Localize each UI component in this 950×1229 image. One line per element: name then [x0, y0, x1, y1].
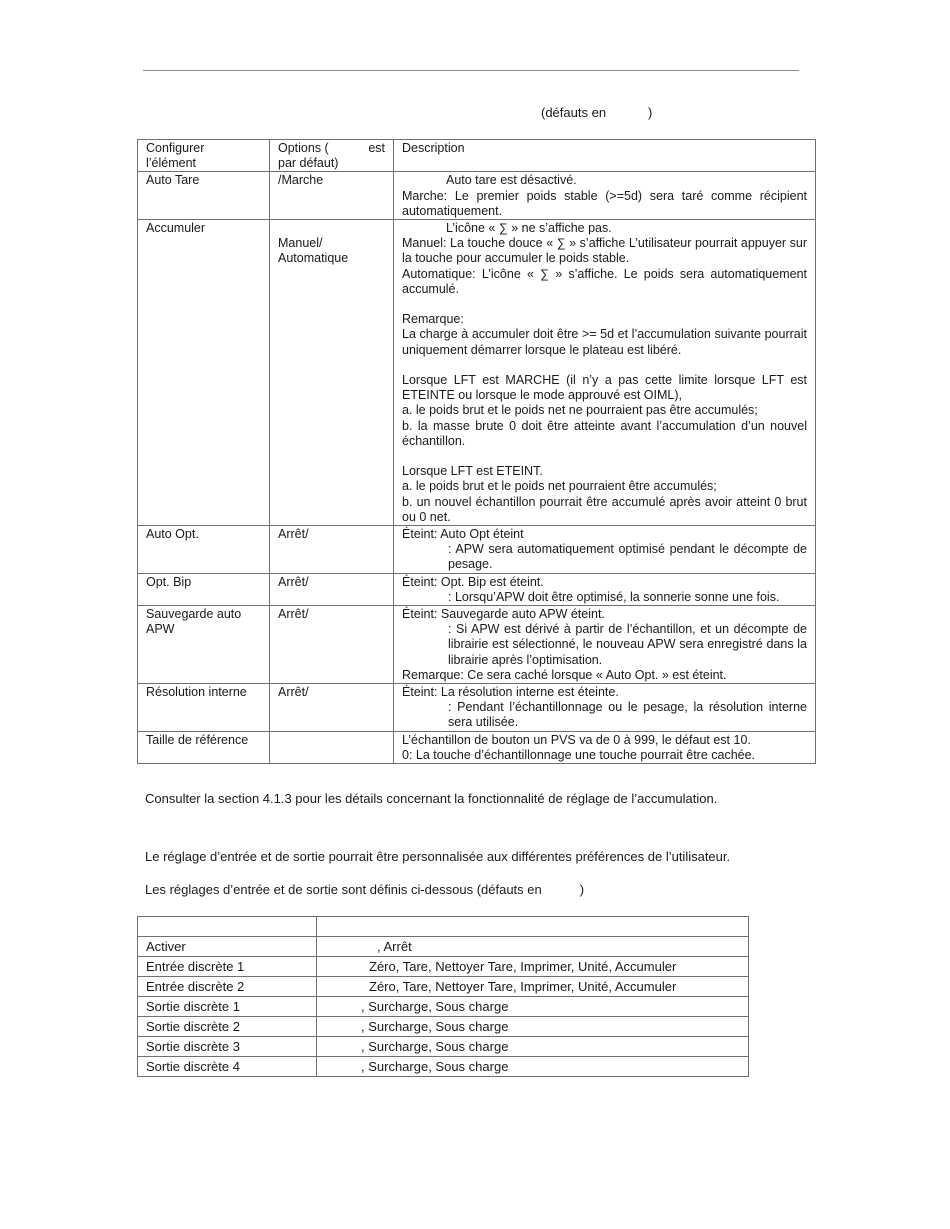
description-line: : Lorsqu’APW doit être optimisé, la sonnerie sonne une fois.	[448, 589, 780, 604]
description-line: L’icône « ∑ » ne s’affiche pas.	[446, 221, 612, 236]
config-item-cell: Sauvegarde auto APW	[138, 606, 270, 684]
io-row	[138, 1017, 749, 1037]
io-row	[138, 1057, 749, 1077]
io-table-header	[138, 917, 749, 937]
config-option-line: Manuel/	[278, 236, 323, 251]
config-item-cell: Accumuler	[138, 220, 270, 526]
description-spacer	[402, 358, 807, 373]
config-row	[138, 172, 816, 220]
config-options-cell	[270, 684, 394, 732]
description-line: Automatique: L’icône « ∑ » s’affiche. Le poids sera automatiquement accumulé.	[402, 266, 807, 296]
io-value-cell: , Surcharge, Sous charge	[317, 1057, 749, 1077]
config-row	[138, 606, 816, 684]
io-defaults-note	[145, 882, 584, 898]
description-line: Manuel: La touche douce « ∑ » s’affiche L’utilisateur pourrait appuyer sur la touche pour accumuler le poids stable.	[402, 236, 807, 266]
description-line: a. le poids brut et le poids net pourraient être accumulés;	[402, 479, 717, 494]
io-row	[138, 937, 749, 957]
config-options-cell	[270, 573, 394, 605]
io-row	[138, 1037, 749, 1057]
config-table-header	[138, 140, 816, 172]
config-description-cell	[394, 731, 816, 763]
config-table	[137, 139, 816, 764]
config-description-cell	[394, 172, 816, 220]
config-row	[138, 526, 816, 574]
io-row	[138, 977, 749, 997]
header-rule	[143, 70, 799, 71]
config-item-cell: Résolution interne	[138, 684, 270, 732]
io-intro-paragraph: Le réglage d’entrée et de sortie pourrait être personnalisée aux différentes préférences de l’utilisateur.	[145, 849, 731, 864]
consult-paragraph: Consulter la section 4.1.3 pour les détails concernant la fonctionnalité de réglage de l’accumulation.	[145, 791, 718, 806]
description-line: Éteint: Auto Opt éteint	[402, 527, 524, 542]
description-line: b. un nouvel échantillon pourrait être accumulé après avoir atteint 0 brut ou 0 net.	[402, 494, 807, 524]
config-option-line: Arrêt/	[278, 527, 309, 542]
config-description-cell	[394, 220, 816, 526]
config-options-cell	[270, 220, 394, 526]
io-key-cell: Sortie discrète 1	[138, 997, 317, 1017]
config-item-cell: Auto Opt.	[138, 526, 270, 574]
config-options-cell	[270, 526, 394, 574]
defaults-note-suffix: )	[648, 105, 653, 120]
io-row	[138, 957, 749, 977]
io-key-cell: Entrée discrète 1	[138, 957, 317, 977]
config-option-line: Arrêt/	[278, 685, 309, 700]
config-option-line: Arrêt/	[278, 607, 309, 622]
description-line: Remarque: Ce sera caché lorsque « Auto Opt. » est éteint.	[402, 667, 727, 682]
header-options-a: Options (	[278, 141, 329, 155]
config-option-line: Automatique	[278, 251, 349, 266]
header-item-line2: l’élément	[146, 156, 197, 171]
config-options-cell	[270, 606, 394, 684]
config-description-cell	[394, 606, 816, 684]
io-key-cell: Entrée discrète 2	[138, 977, 317, 997]
io-header-key	[138, 917, 317, 937]
io-header-value	[317, 917, 749, 937]
description-line: : Pendant l’échantillonnage ou le pesage, la résolution interne sera utilisée.	[448, 700, 807, 730]
header-options-line2: par défaut)	[278, 156, 339, 171]
header-description	[394, 140, 816, 172]
io-value-cell: Zéro, Tare, Nettoyer Tare, Imprimer, Unité, Accumuler	[317, 977, 749, 997]
description-line: Éteint: La résolution interne est éteinte.	[402, 685, 619, 700]
description-line: La charge à accumuler doit être >= 5d et l’accumulation suivante pourrait uniquement démarrer lorsque le plateau est libéré.	[402, 327, 807, 357]
config-item-cell: Auto Tare	[138, 172, 270, 220]
io-key-cell: Sortie discrète 4	[138, 1057, 317, 1077]
config-option-line: /Marche	[278, 173, 324, 188]
header-options	[270, 140, 394, 172]
config-description-cell	[394, 684, 816, 732]
io-key-cell: Activer	[138, 937, 317, 957]
config-item-cell: Taille de référence	[138, 731, 270, 763]
config-description-cell	[394, 573, 816, 605]
io-value-cell: , Arrêt	[317, 937, 749, 957]
config-row	[138, 220, 816, 526]
description-line: Lorsque LFT est ETEINT.	[402, 464, 543, 479]
io-defaults-prefix: Les réglages d’entrée et de sortie sont définis ci-dessous (défauts en	[145, 882, 542, 897]
header-options-b: est	[368, 141, 385, 155]
config-row	[138, 573, 816, 605]
config-row	[138, 731, 816, 763]
header-item-line1: Configurer	[146, 141, 205, 155]
config-options-cell	[270, 731, 394, 763]
description-line: Marche: Le premier poids stable (>=5d) sera taré comme récipient automatiquement.	[402, 188, 807, 218]
description-line: : APW sera automatiquement optimisé pendant le décompte de pesage.	[448, 542, 807, 572]
description-spacer	[402, 297, 807, 312]
config-row	[138, 684, 816, 732]
header-item	[138, 140, 270, 172]
io-settings-table	[137, 916, 749, 1077]
description-line: Lorsque LFT est MARCHE (il n’y a pas cette limite lorsque LFT est ETEINTE ou lorsque le mode approuvé est OIML),	[402, 373, 807, 403]
description-line: Éteint: Opt. Bip est éteint.	[402, 574, 544, 589]
config-option-line	[278, 733, 385, 748]
config-option-line	[278, 221, 385, 236]
description-line: L’échantillon de bouton un PVS va de 0 à 999, le défaut est 10.	[402, 732, 751, 747]
config-option-line: Arrêt/	[278, 574, 309, 589]
description-line: : Si APW est dérivé à partir de l’échantillon, et un décompte de librairie est sélectionné, le nouveau APW sera enregistré dans la librairie après l’optimisation.	[448, 622, 807, 667]
config-options-cell	[270, 172, 394, 220]
description-line: 0: La touche d’échantillonnage une touche pourrait être cachée.	[402, 747, 756, 762]
config-description-cell	[394, 526, 816, 574]
io-defaults-suffix: )	[579, 882, 585, 897]
io-value-cell: , Surcharge, Sous charge	[317, 1017, 749, 1037]
header-description-label: Description	[402, 141, 465, 155]
description-line: b. la masse brute 0 doit être atteinte avant l’accumulation d’un nouvel échantillon.	[402, 418, 807, 448]
config-item-cell: Opt. Bip	[138, 573, 270, 605]
defaults-note	[541, 105, 652, 120]
description-line: Éteint: Sauvegarde auto APW éteint.	[402, 607, 605, 622]
io-value-cell: , Surcharge, Sous charge	[317, 1037, 749, 1057]
io-row	[138, 997, 749, 1017]
defaults-note-prefix: (défauts en	[541, 105, 607, 120]
description-spacer	[402, 449, 807, 464]
io-value-cell: , Surcharge, Sous charge	[317, 997, 749, 1017]
description-line: Remarque:	[402, 312, 464, 327]
io-value-cell: Zéro, Tare, Nettoyer Tare, Imprimer, Unité, Accumuler	[317, 957, 749, 977]
description-line: Auto tare est désactivé.	[446, 173, 577, 188]
io-key-cell: Sortie discrète 3	[138, 1037, 317, 1057]
io-key-cell: Sortie discrète 2	[138, 1017, 317, 1037]
description-line: a. le poids brut et le poids net ne pourraient pas être accumulés;	[402, 403, 758, 418]
